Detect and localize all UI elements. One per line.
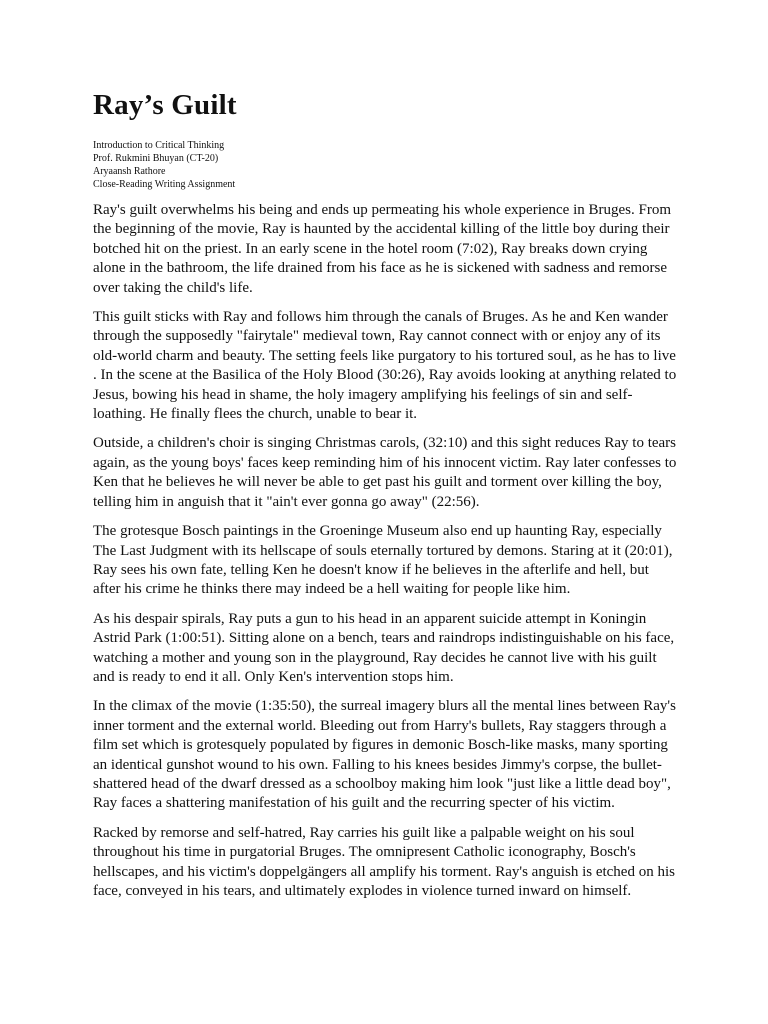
meta-assignment: Close-Reading Writing Assignment [93, 179, 236, 190]
body-paragraph: Ray's guilt overwhelms his being and ends up permeating his whole experience in Bruges. From the beginning of the movie, Ray is haunted by the accidental killing of the little boy during their botched hit on the priest. In an early scene in the hotel room (7:02), Ray breaks down crying alone in the bathroom, the life drained from his face as he is sickened with sadness and remorse over taking the child's life. [93, 202, 672, 296]
body-paragraph: This guilt sticks with Ray and follows him through the canals of Bruges. As he and Ken wander through the supposedly "fairytale" medieval town, Ray cannot connect with or enjoy any of its old-world charm and beauty. The setting feels like purgatory to his tortured soul, as he has to live . In the scene at the Basilica of the Holy Blood (30:26), Ray avoids looking at anything related to Jesus, bowing his head in shame, the holy imagery amplifying his feelings of sin and self-loathing. He finally flees the church, unable to bear it. [93, 309, 677, 423]
document-title: Ray’s Guilt [93, 89, 237, 121]
body-paragraph: In the climax of the movie (1:35:50), the surreal imagery blurs all the mental lines between Ray's inner torment and the external world. Bleeding out from Harry's bullets, Ray staggers through a film set which is grotesquely populated by figures in demonic Bosch-like masks, many sporting an identical gunshot wound to his own. Falling to his knees besides Jimmy's corpse, the bullet-shattered head of the dwarf dressed as a schoolboy making him look "just like a little dead boy", Ray faces a shattering manifestation of his guilt and the recurring specter of his victim. [93, 698, 676, 812]
body-paragraph: As his despair spirals, Ray puts a gun to his head in an apparent suicide attempt in Koningin Astrid Park (1:00:51). Sitting alone on a bench, tears and raindrops indistinguishable on his face, watching a mother and young son in the playground, Ray decides he cannot live with his guilt and is ready to end it all. Only Ken's intervention stops him. [93, 610, 675, 685]
meta-course: Introduction to Critical Thinking [93, 140, 225, 151]
meta-author: Aryaansh Rathore [93, 166, 166, 177]
body-paragraph: Outside, a children's choir is singing Christmas carols, (32:10) and this sight reduces Ray to tears again, as the young boys' faces keep reminding him of his innocent victim. Ray later confesses to Ken that he believes he will never be able to get past his guilt and torment over killing the boy, telling him in anguish that it "ain't ever gonna go away" (22:56). [93, 435, 677, 510]
meta-professor: Prof. Rukmini Bhuyan (CT-20) [93, 153, 219, 164]
document-page [93, 88, 677, 911]
body-paragraph: Racked by remorse and self-hatred, Ray carries his guilt like a palpable weight on his soul throughout his time in purgatorial Bruges. The omnipresent Catholic iconography, Bosch's hellscapes, and his victim's doppelgängers all amplify his torment. Ray's anguish is etched on his face, conveyed in his tears, and ultimately explodes in violence turned inward on himself. [93, 824, 675, 899]
body-paragraph: The grotesque Bosch paintings in the Groeninge Museum also end up haunting Ray, especially The Last Judgment with its hellscape of souls eternally tortured by demons. Staring at it (20:01), Ray sees his own fate, telling Ken he doesn't know if he believes in the afterlife and hell, but after his crime he thinks there may indeed be a hell waiting for people like him. [93, 523, 673, 598]
document-meta [93, 139, 677, 191]
